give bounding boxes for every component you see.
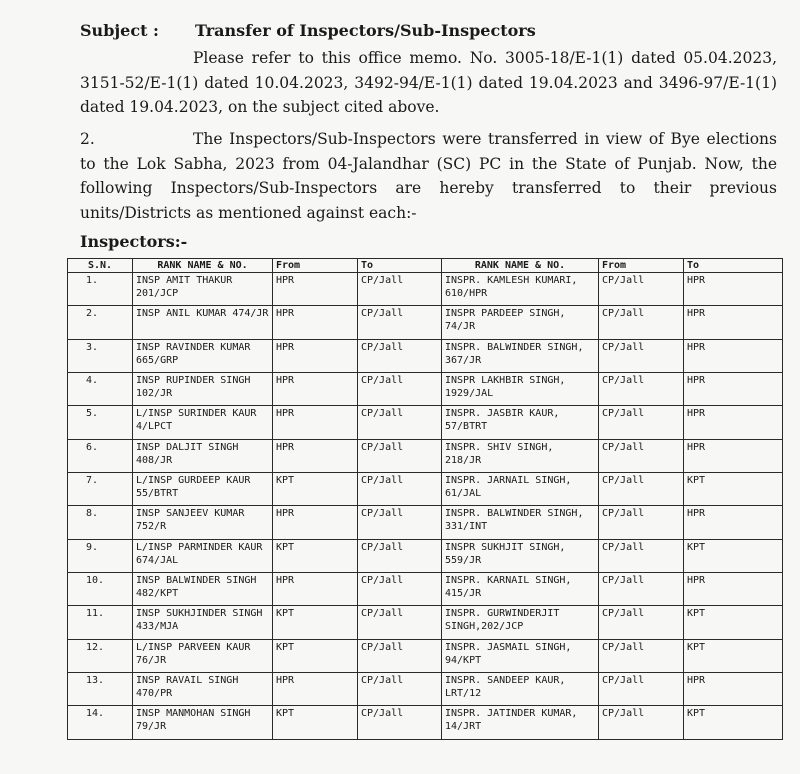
from-cell: KPT — [273, 539, 358, 572]
rank-name-cell: L/INSP GURDEEP KAUR 55/BTRT — [133, 473, 273, 506]
table-row — [68, 406, 783, 439]
from-cell: CP/Jall — [599, 639, 684, 672]
rank-name-cell: INSPR. JARNAIL SINGH, 61/JAL — [442, 473, 599, 506]
paragraph-2-text: The Inspectors/Sub-Inspectors were transferred in view of Bye elections to the Lok Sabha, 2023 from 04-Jalandhar (SC) PC in the State of Punjab. Now, the following Inspectors/Sub-Inspectors are hereby transferred to their previous units/Districts as mentioned against each:- — [80, 130, 777, 222]
from-cell: CP/Jall — [599, 273, 684, 306]
header-rank-name-2: RANK NAME & NO. — [442, 259, 599, 273]
rank-name-cell: INSPR PARDEEP SINGH, 74/JR — [442, 306, 599, 339]
from-cell: CP/Jall — [599, 539, 684, 572]
rank-name-cell: INSP ANIL KUMAR 474/JR — [133, 306, 273, 339]
sn-cell: 6. — [68, 439, 133, 472]
sn-cell: 12. — [68, 639, 133, 672]
rank-name-cell: INSP RUPINDER SINGH 102/JR — [133, 373, 273, 406]
sn-cell: 2. — [68, 306, 133, 339]
to-cell: CP/Jall — [358, 706, 442, 740]
from-cell: HPR — [273, 273, 358, 306]
rank-name-cell: INSPR. SHIV SINGH, 218/JR — [442, 439, 599, 472]
header-sn: S.N. — [68, 259, 133, 273]
to-cell: HPR — [684, 339, 783, 372]
table-row — [68, 506, 783, 539]
to-cell: HPR — [684, 306, 783, 339]
paragraph-1: Please refer to this office memo. No. 3005-18/E-1(1) dated 05.04.2023, 3151-52/E-1(1) dated 10.04.2023, 3492-94/E-1(1) dated 19.04.2023 and 3496-97/E-1(1) dated 19.04.2023, on the subject cited above. — [80, 49, 777, 116]
sn-cell: 1. — [68, 273, 133, 306]
to-cell: CP/Jall — [358, 273, 442, 306]
table-row — [68, 706, 783, 740]
rank-name-cell: INSPR. BALWINDER SINGH, 367/JR — [442, 339, 599, 372]
rank-name-cell: L/INSP SURINDER KAUR 4/LPCT — [133, 406, 273, 439]
to-cell: CP/Jall — [358, 606, 442, 639]
sn-cell: 14. — [68, 706, 133, 740]
table-row — [68, 306, 783, 339]
to-cell: CP/Jall — [358, 673, 442, 706]
to-cell: CP/Jall — [358, 473, 442, 506]
rank-name-cell: INSPR. KARNAIL SINGH, 415/JR — [442, 573, 599, 606]
to-cell: CP/Jall — [358, 639, 442, 672]
to-cell: HPR — [684, 373, 783, 406]
sn-cell: 10. — [68, 573, 133, 606]
sn-cell: 13. — [68, 673, 133, 706]
from-cell: KPT — [273, 473, 358, 506]
to-cell: HPR — [684, 506, 783, 539]
sn-cell: 9. — [68, 539, 133, 572]
from-cell: KPT — [273, 639, 358, 672]
from-cell: HPR — [273, 373, 358, 406]
rank-name-cell: INSPR. JASMAIL SINGH, 94/KPT — [442, 639, 599, 672]
to-cell: KPT — [684, 473, 783, 506]
to-cell: HPR — [684, 439, 783, 472]
table-row — [68, 539, 783, 572]
paragraph-2 — [80, 127, 777, 225]
to-cell: HPR — [684, 573, 783, 606]
from-cell: CP/Jall — [599, 506, 684, 539]
to-cell: CP/Jall — [358, 306, 442, 339]
rank-name-cell: INSPR LAKHBIR SINGH, 1929/JAL — [442, 373, 599, 406]
to-cell: CP/Jall — [358, 339, 442, 372]
sn-cell: 5. — [68, 406, 133, 439]
from-cell: CP/Jall — [599, 573, 684, 606]
transfer-table — [67, 258, 783, 740]
paragraph-2-number: 2. — [80, 130, 95, 148]
to-cell: CP/Jall — [358, 373, 442, 406]
to-cell: CP/Jall — [358, 439, 442, 472]
table-row — [68, 273, 783, 306]
rank-name-cell: INSPR. BALWINDER SINGH, 331/INT — [442, 506, 599, 539]
from-cell: HPR — [273, 573, 358, 606]
rank-name-cell: INSP BALWINDER SINGH 482/KPT — [133, 573, 273, 606]
to-cell: HPR — [684, 673, 783, 706]
from-cell: CP/Jall — [599, 673, 684, 706]
rank-name-cell: INSPR. KAMLESH KUMARI, 610/HPR — [442, 273, 599, 306]
sn-cell: 3. — [68, 339, 133, 372]
rank-name-cell: INSPR. JATINDER KUMAR, 14/JRT — [442, 706, 599, 740]
to-cell: KPT — [684, 639, 783, 672]
rank-name-cell: INSP RAVINDER KUMAR 665/GRP — [133, 339, 273, 372]
from-cell: CP/Jall — [599, 339, 684, 372]
from-cell: CP/Jall — [599, 439, 684, 472]
from-cell: CP/Jall — [599, 473, 684, 506]
to-cell: KPT — [684, 539, 783, 572]
from-cell: KPT — [273, 706, 358, 740]
table-row — [68, 639, 783, 672]
header-rank-name-1: RANK NAME & NO. — [133, 259, 273, 273]
inspectors-heading: Inspectors:- — [80, 232, 188, 251]
rank-name-cell: L/INSP PARMINDER KAUR 674/JAL — [133, 539, 273, 572]
subject-title: Transfer of Inspectors/Sub-Inspectors — [195, 21, 536, 40]
rank-name-cell: INSP SUKHJINDER SINGH 433/MJA — [133, 606, 273, 639]
header-from-2: From — [599, 259, 684, 273]
sn-cell: 7. — [68, 473, 133, 506]
table-row — [68, 473, 783, 506]
to-cell: CP/Jall — [358, 573, 442, 606]
from-cell: HPR — [273, 306, 358, 339]
rank-name-cell: INSP MANMOHAN SINGH 79/JR — [133, 706, 273, 740]
to-cell: KPT — [684, 606, 783, 639]
from-cell: HPR — [273, 439, 358, 472]
subject-label: Subject : — [80, 21, 159, 40]
rank-name-cell: INSP SANJEEV KUMAR 752/R — [133, 506, 273, 539]
rank-name-cell: INSP AMIT THAKUR 201/JCP — [133, 273, 273, 306]
table-row — [68, 373, 783, 406]
sn-cell: 11. — [68, 606, 133, 639]
header-to-1: To — [358, 259, 442, 273]
rank-name-cell: INSP RAVAIL SINGH 470/PR — [133, 673, 273, 706]
from-cell: HPR — [273, 506, 358, 539]
to-cell: HPR — [684, 406, 783, 439]
table-header-row — [68, 259, 783, 273]
from-cell: KPT — [273, 606, 358, 639]
header-to-2: To — [684, 259, 783, 273]
from-cell: CP/Jall — [599, 373, 684, 406]
to-cell: KPT — [684, 706, 783, 740]
table-row — [68, 606, 783, 639]
to-cell: CP/Jall — [358, 406, 442, 439]
sn-cell: 8. — [68, 506, 133, 539]
from-cell: HPR — [273, 339, 358, 372]
table-row — [68, 573, 783, 606]
table-row — [68, 339, 783, 372]
from-cell: HPR — [273, 406, 358, 439]
from-cell: CP/Jall — [599, 706, 684, 740]
rank-name-cell: INSPR. SANDEEP KAUR, LRT/12 — [442, 673, 599, 706]
from-cell: HPR — [273, 673, 358, 706]
sn-cell: 4. — [68, 373, 133, 406]
to-cell: CP/Jall — [358, 539, 442, 572]
from-cell: CP/Jall — [599, 606, 684, 639]
rank-name-cell: L/INSP PARVEEN KAUR 76/JR — [133, 639, 273, 672]
to-cell: HPR — [684, 273, 783, 306]
table-row — [68, 673, 783, 706]
table-row — [68, 439, 783, 472]
rank-name-cell: INSP DALJIT SINGH 408/JR — [133, 439, 273, 472]
rank-name-cell: INSPR. GURWINDERJIT SINGH,202/JCP — [442, 606, 599, 639]
rank-name-cell: INSPR. JASBIR KAUR, 57/BTRT — [442, 406, 599, 439]
header-from-1: From — [273, 259, 358, 273]
rank-name-cell: INSPR SUKHJIT SINGH, 559/JR — [442, 539, 599, 572]
from-cell: CP/Jall — [599, 406, 684, 439]
to-cell: CP/Jall — [358, 506, 442, 539]
from-cell: CP/Jall — [599, 306, 684, 339]
